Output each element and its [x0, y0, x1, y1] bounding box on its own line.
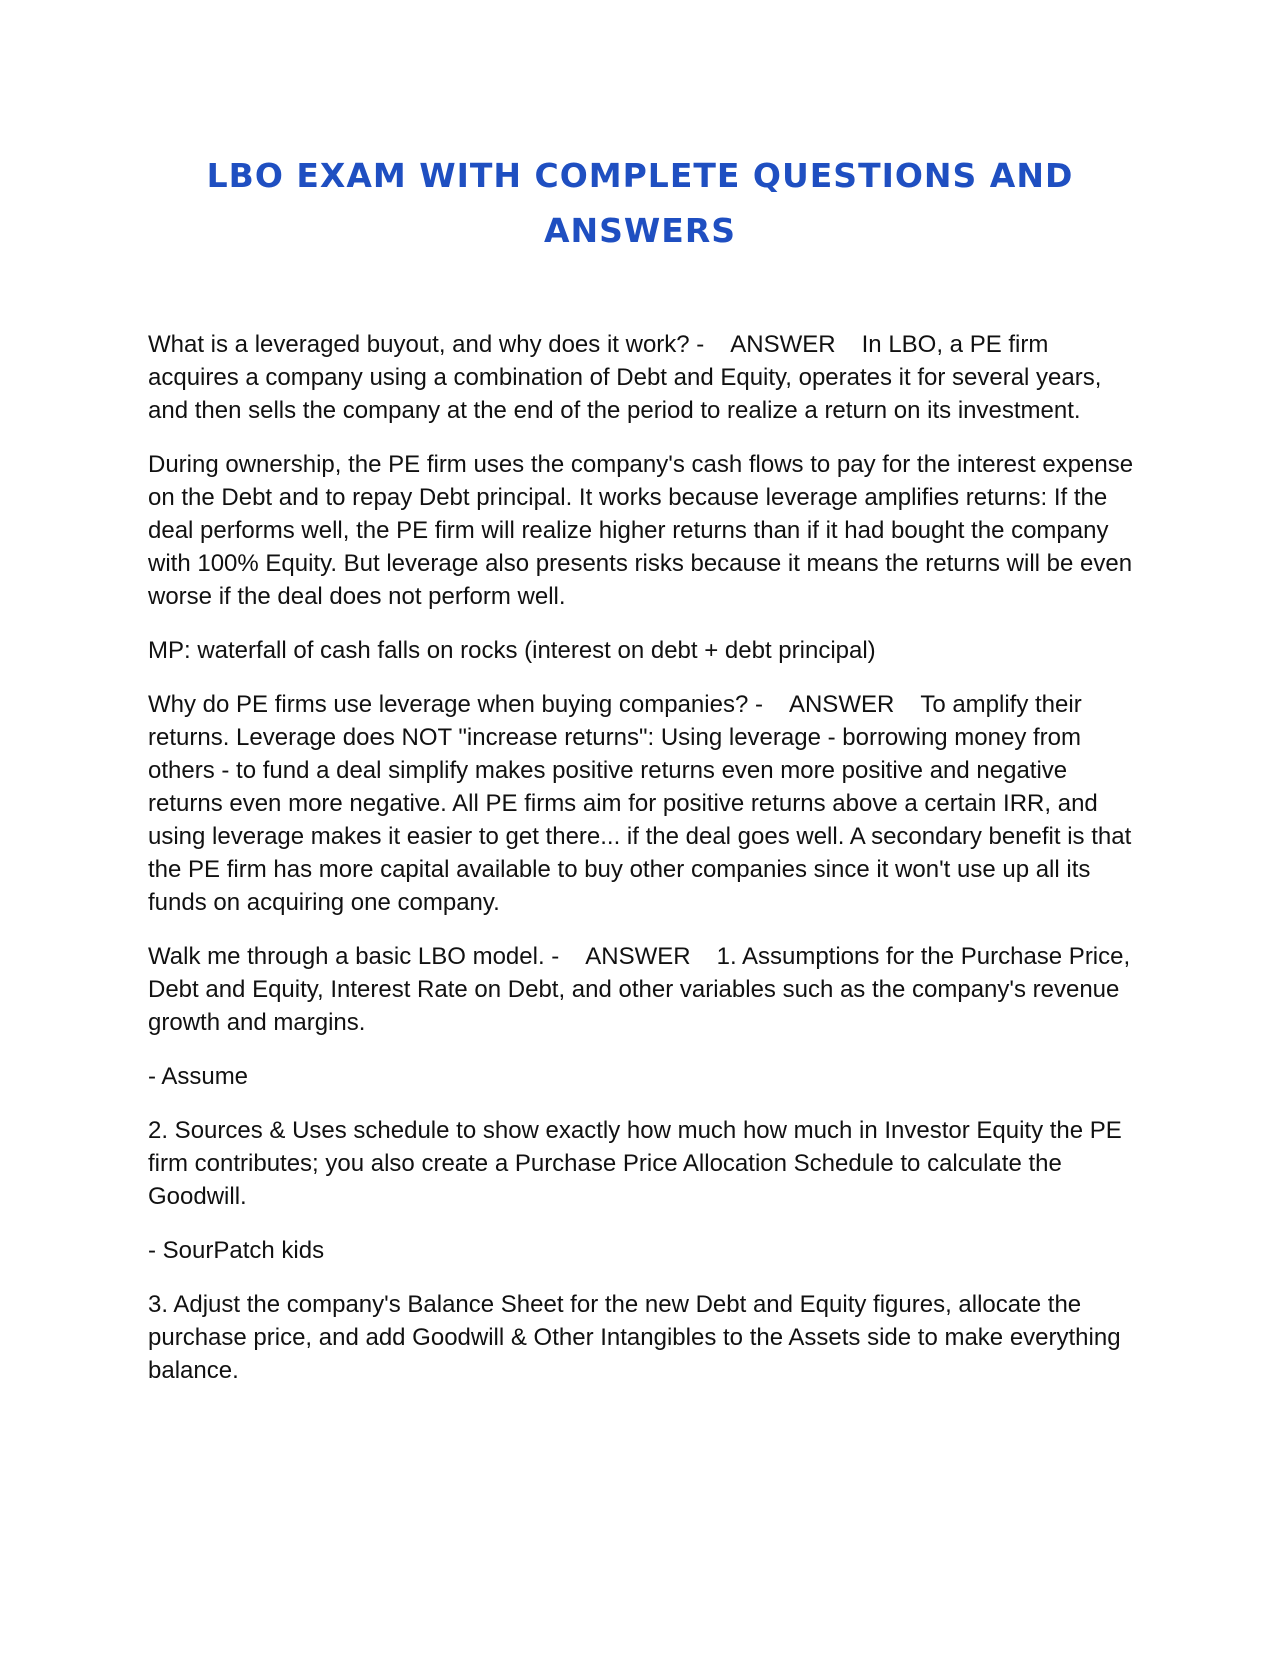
answer-label: ANSWER: [788, 691, 895, 718]
step-balance-sheet: 3. Adjust the company's Balance Sheet for the new Debt and Equity figures, allocate the purchase price, and add Goodwill & Other Intangibles to the Assets side to make everything balance.: [148, 1291, 1121, 1384]
answer-label: ANSWER: [730, 331, 836, 358]
qa-leveraged-buyout: [148, 328, 1138, 427]
question-text: Why do PE firms use leverage when buying companies? -: [148, 691, 763, 718]
question-text: What is a leveraged buyout, and why does it work? -: [148, 331, 705, 358]
paragraph-mnemonic: MP: waterfall of cash falls on rocks (interest on debt + debt principal): [148, 637, 876, 664]
title-line-2: ANSWERS: [543, 211, 737, 250]
paragraph-ownership: During ownership, the PE firm uses the company's cash flows to pay for the interest expense on the Debt and to repay Debt principal. It works because leverage amplifies returns: If the deal performs well, the PE firm will realize higher returns than if it had bought the company with 100% Equity. But leverage also presents risks because it means the returns will be even worse if the deal does not perform well.: [148, 451, 1134, 610]
qa-why-leverage: [148, 688, 1138, 919]
document-title: [150, 148, 1130, 258]
answer-text: To amplify their returns. Leverage does NOT "increase returns": Using leverage - borrowing money from others - to fund a deal simplify makes positive returns even more positive and negative returns even more negative. All PE firms aim for positive returns above a certain IRR, and using leverage makes it easier to get there... if the deal goes well. A secondary benefit is that the PE firm has more capital available to buy other companies since it won't use up all its funds on acquiring one company.: [148, 691, 1132, 916]
document-body: [148, 328, 1138, 1408]
title-line-1: LBO EXAM WITH COMPLETE QUESTIONS AND: [206, 156, 1074, 195]
question-text: Walk me through a basic LBO model. -: [148, 943, 560, 970]
qa-basic-lbo-model: [148, 940, 1138, 1039]
answer-label: ANSWER: [585, 943, 691, 970]
note-sourpatch: - SourPatch kids: [148, 1237, 325, 1264]
answer-text: In LBO, a PE firm acquires a company using a combination of Debt and Equity, operates it for several years, and then sells the company at the end of the period to realize a return on its investment.: [148, 331, 1102, 424]
answer-text: 1. Assumptions for the Purchase Price, Debt and Equity, Interest Rate on Debt, and other variables such as the company's revenue growth and margins.: [148, 943, 1131, 1036]
note-assume: - Assume: [148, 1063, 249, 1090]
step-sources-uses: 2. Sources & Uses schedule to show exactly how much how much in Investor Equity the PE firm contributes; you also create a Purchase Price Allocation Schedule to calculate the Goodwill.: [148, 1117, 1122, 1210]
